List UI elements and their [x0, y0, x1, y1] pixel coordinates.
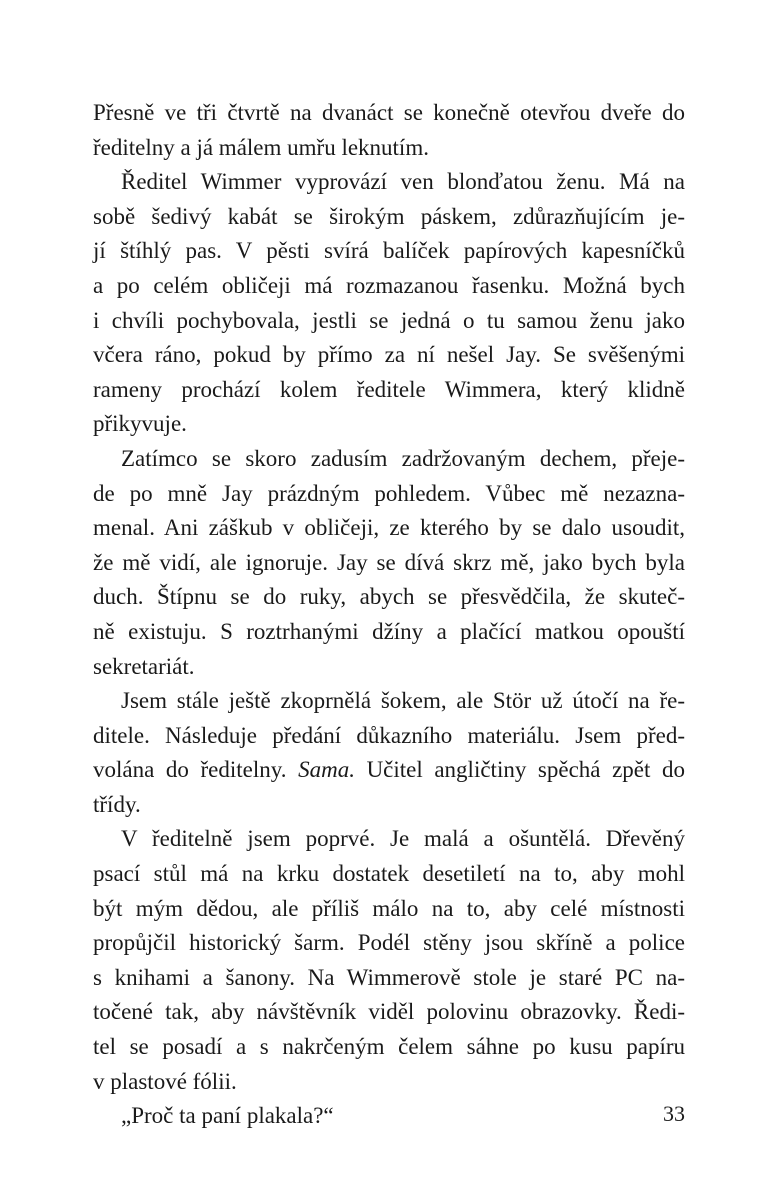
text-line: že mě vidí, ale ignoruje. Jay se dívá skrz mě, jako bych byla	[93, 549, 685, 575]
text-line: tel se posadí a s nakrčeným čelem sáhne po kusu papíru	[93, 1034, 685, 1060]
text-line: propůjčil historický šarm. Podél stěny jsou skříně a police	[93, 930, 685, 956]
text-line: Zatímco se skoro zadusím zadržovaným dechem, přeje-	[121, 445, 685, 471]
text-line: Jsem stále ještě zkoprnělá šokem, ale Stör už útočí na ře-	[121, 688, 685, 714]
text-line: rameny prochází kolem ředitele Wimmera, který klidně	[93, 376, 685, 402]
text-line: včera ráno, pokud by přímo za ní nešel Jay. Se svěšenými	[93, 342, 685, 368]
text-line: ředitelny a já málem umřu leknutím.	[93, 134, 429, 160]
body-text	[93, 96, 685, 1134]
text-line: ditele. Následuje předání důkazního materiálu. Jsem před-	[93, 722, 685, 748]
text-line: Přesně ve tři čtvrtě na dvanáct se konečně otevřou dveře do	[93, 100, 685, 125]
text-line: jí štíhlý pas. V pěsti svírá balíček papírových kapesníčků	[93, 238, 685, 264]
emphasized-word: Sama.	[298, 757, 355, 783]
text-line	[93, 753, 685, 788]
text-line: a po celém obličeji má rozmazanou řasenku. Možná bych	[93, 272, 685, 298]
text-line: de po mně Jay prázdným pohledem. Vůbec mě nezazna-	[93, 480, 685, 506]
text-line: Ředitel Wimmer vyprovází ven blonďatou ženu. Má na	[121, 169, 685, 195]
text-line: sobě šedivý kabát se širokým páskem, zdůrazňujícím je-	[93, 203, 685, 229]
text-line: V ředitelně jsem poprvé. Je malá a ošuntělá. Dřevěný	[121, 826, 685, 852]
text-line: sekretariát.	[93, 653, 195, 679]
text-line: psací stůl má na krku dostatek desetiletí na to, aby mohl	[93, 861, 685, 887]
text-line: menal. Ani záškub v obličeji, ze kterého by se dalo usoudit,	[93, 515, 685, 541]
text-line: přikyvuje.	[93, 411, 187, 437]
text-segment: Učitel angličtiny spěchá zpět do	[354, 757, 685, 783]
text-line: duch. Štípnu se do ruky, abych se přesvědčila, že skuteč-	[93, 584, 685, 610]
text-line: třídy.	[93, 791, 141, 817]
text-line: „Proč ta paní plakala?“	[121, 1103, 334, 1129]
text-line: ně existuju. S roztrhanými džíny a plačící matkou opouští	[93, 618, 685, 644]
text-line: v plastové fólii.	[93, 1068, 237, 1094]
text-line: být mým dědou, ale příliš málo na to, aby celé místnosti	[93, 895, 685, 921]
page-number: 33	[663, 1101, 685, 1126]
text-line: s knihami a šanony. Na Wimmerově stole je staré PC na-	[93, 964, 685, 990]
text-line: i chvíli pochybovala, jestli se jedná o tu samou ženu jako	[93, 307, 685, 333]
text-line: točené tak, aby návštěvník viděl polovinu obrazovky. Ředi-	[93, 999, 685, 1025]
text-segment: volána do ředitelny.	[93, 757, 299, 783]
